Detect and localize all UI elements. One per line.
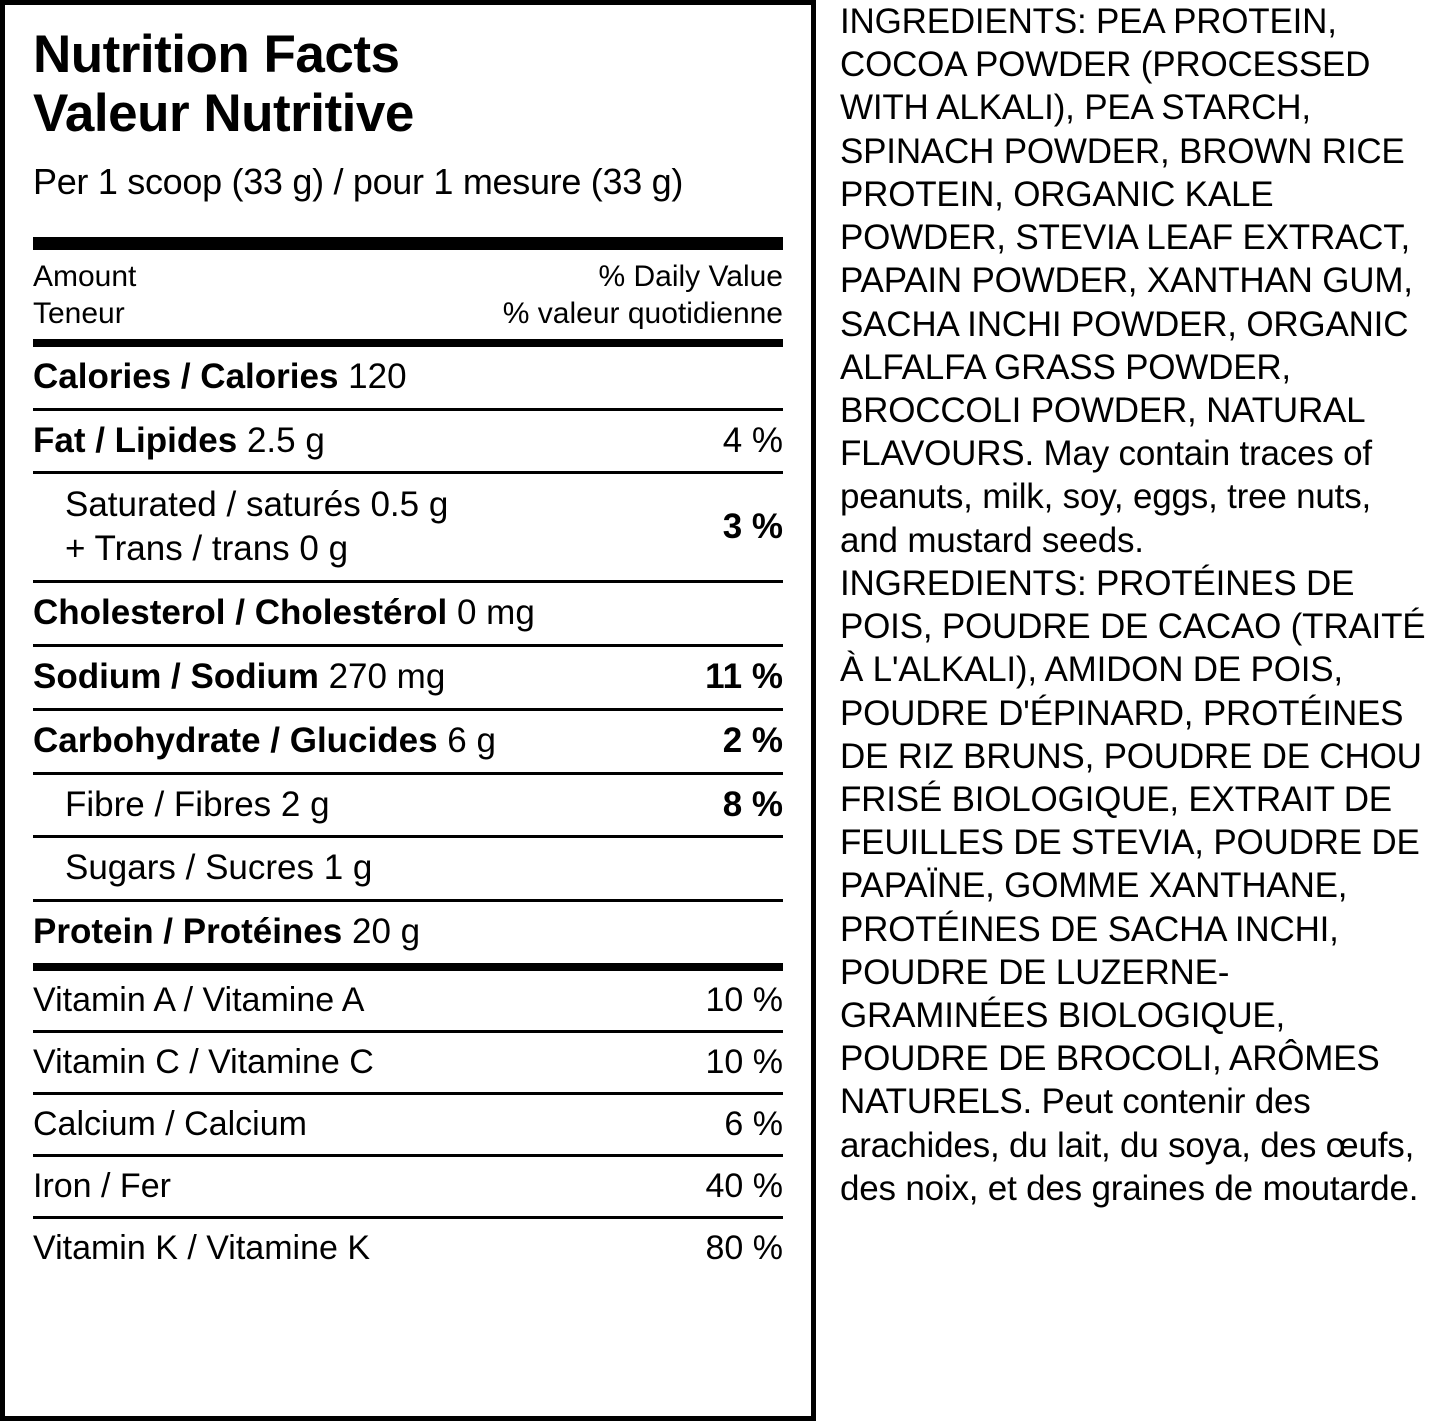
amount-label-fr: Teneur — [33, 297, 125, 331]
divider-medium — [33, 339, 783, 347]
ingredients-french: INGREDIENTS: PROTÉINES DE POIS, POUDRE DE CACAO (TRAITÉ À L'ALKALI), AMIDON DE POIS, POUDRE D'ÉPINARD, PROTÉINES DE RIZ BRUNS, POUDRE DE CHOU FRISÉ BIOLOGIQUE, EXTRAIT DE FEUILLES DE STEVIA, POUDRE DE PAPAÏNE, GOMME XANTHANE, PROTÉINES DE SACHA INCHI, POUDRE DE LUZERNE-GRAMINÉES BIOLOGIQUE, POUDRE DE BROCOLI, ARÔMES NATURELS. Peut contenir des arachides, du lait, du soya, des œufs, des noix, et des graines de moutarde. — [840, 563, 1426, 1208]
protein-label: Protein / Protéines — [33, 911, 343, 951]
table-row-fat — [33, 411, 783, 472]
table-row-carbohydrate — [33, 711, 783, 772]
serving-size: Per 1 scoop (33 g) / pour 1 mesure (33 g) — [33, 160, 684, 202]
dv-label-en: % Daily Value — [598, 259, 783, 293]
carbohydrate-pct: 2 % — [722, 720, 783, 760]
saturated-trans-pct: 3 % — [722, 507, 783, 547]
trans-value: + Trans / trans 0 g — [65, 529, 349, 569]
table-row-protein — [33, 902, 783, 963]
table-row-cholesterol — [33, 583, 783, 644]
ingredients-column — [816, 0, 1445, 1210]
table-row-fibre — [33, 775, 783, 836]
cholesterol-value: 0 mg — [456, 593, 535, 633]
carbohydrate-label: Carbohydrate / Glucides — [33, 720, 438, 760]
table-row-iron — [33, 1157, 783, 1216]
table-row-vitamin-k — [33, 1219, 783, 1278]
table-row-calcium — [33, 1095, 783, 1154]
calcium-label: Calcium / Calcium — [33, 1104, 307, 1143]
cholesterol-label: Cholesterol / Cholestérol — [33, 593, 448, 633]
table-row-calories — [33, 347, 783, 408]
table-row-vitamin-a — [33, 971, 783, 1030]
table-row-sugars — [33, 838, 783, 899]
divider-thick-top — [33, 237, 783, 250]
iron-pct: 40 % — [705, 1166, 783, 1205]
daily-value-header — [33, 250, 783, 339]
dv-labels — [503, 258, 783, 333]
vitamin-c-pct: 10 % — [705, 1042, 783, 1081]
iron-label: Iron / Fer — [33, 1166, 171, 1205]
vitamin-a-pct: 10 % — [705, 980, 783, 1019]
table-row-saturated-trans — [33, 474, 783, 580]
protein-value: 20 g — [351, 911, 421, 951]
fat-pct: 4 % — [722, 420, 783, 460]
amount-labels — [33, 258, 136, 333]
panel-title-en: Nutrition Facts — [33, 25, 400, 84]
fat-label: Fat / Lipides — [33, 420, 238, 460]
table-row-vitamin-c — [33, 1033, 783, 1092]
vitamin-k-label: Vitamin K / Vitamine K — [33, 1228, 371, 1267]
vitamin-a-label: Vitamin A / Vitamine A — [33, 980, 365, 1019]
panel-title-fr: Valeur Nutritive — [33, 84, 414, 144]
calories-label: Calories / Calories — [33, 356, 339, 396]
calories-value: 120 — [348, 356, 407, 396]
sodium-label: Sodium / Sodium — [33, 657, 319, 697]
fat-value: 2.5 g — [246, 420, 325, 460]
sugars-value: Sugars / Sucres 1 g — [65, 848, 373, 888]
amount-label-en: Amount — [33, 259, 137, 293]
dv-label-fr: % valeur quotidienne — [502, 297, 783, 331]
carbohydrate-value: 6 g — [447, 720, 496, 760]
divider-medium-vitamins — [33, 963, 783, 971]
ingredients-english: INGREDIENTS: PEA PROTEIN, COCOA POWDER (PROCESSED WITH ALKALI), PEA STARCH, SPINACH POWDER, BROWN RICE PROTEIN, ORGANIC KALE POWDER, STEVIA LEAF EXTRACT, PAPAIN POWDER, XANTHAN GUM, SACHA INCHI POWDER, ORGANIC ALFALFA GRASS POWDER, BROCCOLI POWDER, NATURAL FLAVOURS. May contain traces of peanuts, milk, soy, eggs, tree nuts, and mustard seeds. — [840, 2, 1413, 560]
vitamin-c-label: Vitamin C / Vitamine C — [33, 1042, 374, 1081]
fibre-pct: 8 % — [722, 784, 783, 824]
table-row-sodium — [33, 647, 783, 708]
vitamin-k-pct: 80 % — [705, 1228, 783, 1267]
calcium-pct: 6 % — [724, 1104, 783, 1143]
sodium-pct: 11 % — [705, 657, 783, 697]
fibre-value: Fibre / Fibres 2 g — [65, 784, 330, 824]
sodium-value: 270 mg — [328, 657, 446, 697]
saturated-value: Saturated / saturés 0.5 g — [65, 485, 449, 525]
